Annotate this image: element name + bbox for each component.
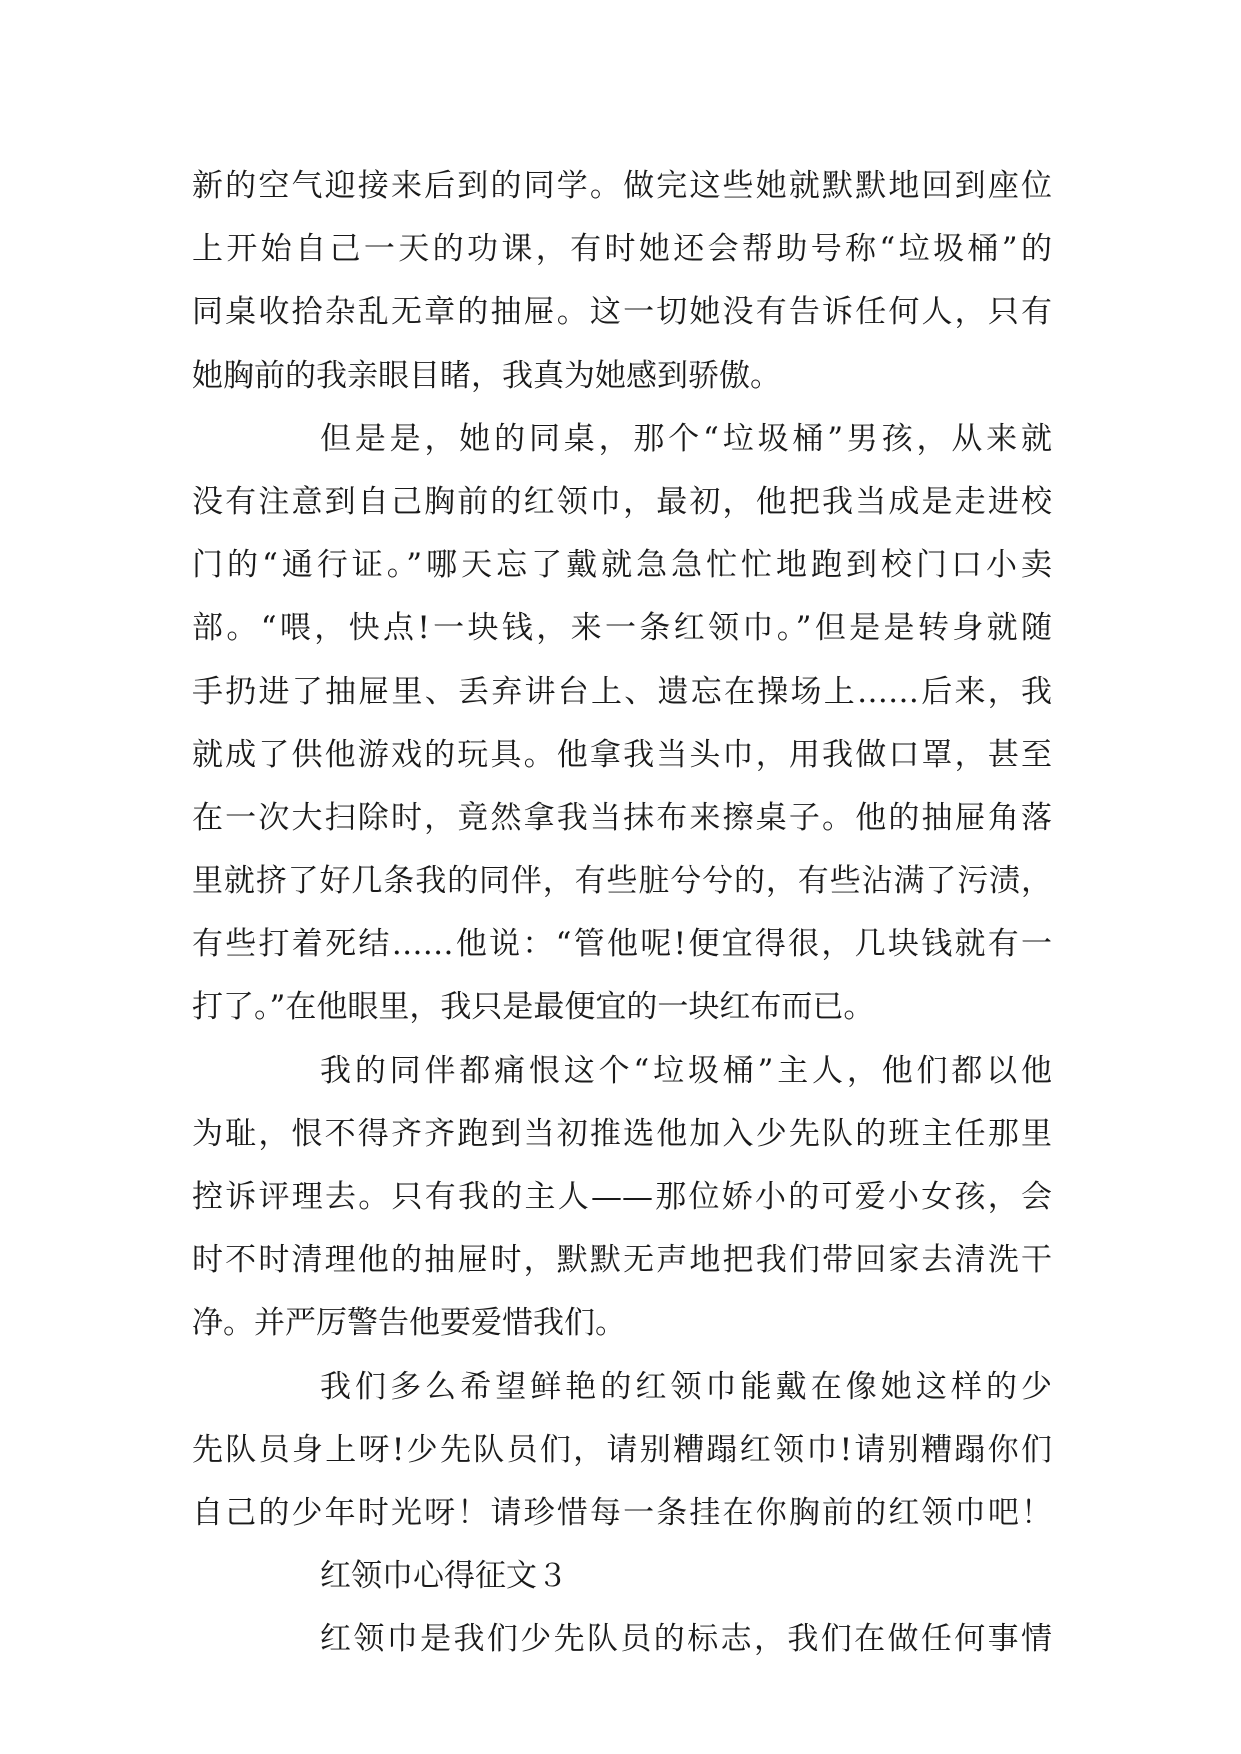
text-line: 上开始自己一天的功课，有时她还会帮助号称“垃圾桶”的 xyxy=(192,231,1052,268)
text-line: 手扔进了抽屉里、丢弃讲台上、遗忘在操场上……后来，我 xyxy=(192,673,1052,710)
text-line: 为耻，恨不得齐齐跑到当初推选他加入少先队的班主任那里 xyxy=(192,1115,1052,1152)
text-line: 里就挤了好几条我的同伴，有些脏兮兮的，有些沾满了污渍， xyxy=(192,863,1052,900)
text-line: 同桌收拾杂乱无章的抽屉。这一切她没有告诉任何人，只有 xyxy=(192,294,1052,331)
section-heading: 红领巾心得征文３ xyxy=(320,1558,568,1595)
text-line: 她胸前的我亲眼目睹，我真为她感到骄傲。 xyxy=(192,357,781,394)
text-line: 门的“通行证。”哪天忘了戴就急急忙忙地跑到校门口小卖 xyxy=(192,547,1052,584)
text-line: 打了。”在他眼里，我只是最便宜的一块红布而已。 xyxy=(192,989,875,1026)
text-line: 自己的少年时光呀！请珍惜每一条挂在你胸前的红领巾吧！ xyxy=(192,1494,1052,1531)
text-line: 但是是，她的同桌，那个“垃圾桶”男孩，从来就 xyxy=(320,420,1052,457)
body-text xyxy=(192,155,1052,1672)
text-line: 先队员身上呀!少先队员们，请别糟蹋红领巾!请别糟蹋你们 xyxy=(192,1431,1052,1468)
text-line: 新的空气迎接来后到的同学。做完这些她就默默地回到座位 xyxy=(192,168,1052,204)
text-line: 部。“喂，快点!一块钱，来一条红领巾。”但是是转身就随 xyxy=(192,610,1052,647)
text-line: 时不时清理他的抽屉时，默默无声地把我们带回家去清洗干 xyxy=(192,1242,1052,1279)
text-line: 控诉评理去。只有我的主人——那位娇小的可爱小女孩，会 xyxy=(192,1179,1052,1215)
text-line: 我们多么希望鲜艳的红领巾能戴在像她这样的少 xyxy=(320,1368,1052,1405)
text-line: 净。并严厉警告他要爱惜我们。 xyxy=(192,1305,626,1342)
text-line: 没有注意到自己胸前的红领巾，最初，他把我当成是走进校 xyxy=(192,483,1052,520)
text-line: 红领巾是我们少先队员的标志，我们在做任何事情 xyxy=(320,1621,1052,1658)
text-line: 就成了供他游戏的玩具。他拿我当头巾，用我做口罩，甚至 xyxy=(192,736,1052,773)
text-line: 我的同伴都痛恨这个“垃圾桶”主人，他们都以他 xyxy=(320,1052,1052,1089)
text-line: 有些打着死结……他说：“管他呢!便宜得很，几块钱就有一 xyxy=(192,926,1052,963)
text-line: 在一次大扫除时，竟然拿我当抹布来擦桌子。他的抽屉角落 xyxy=(192,799,1052,836)
